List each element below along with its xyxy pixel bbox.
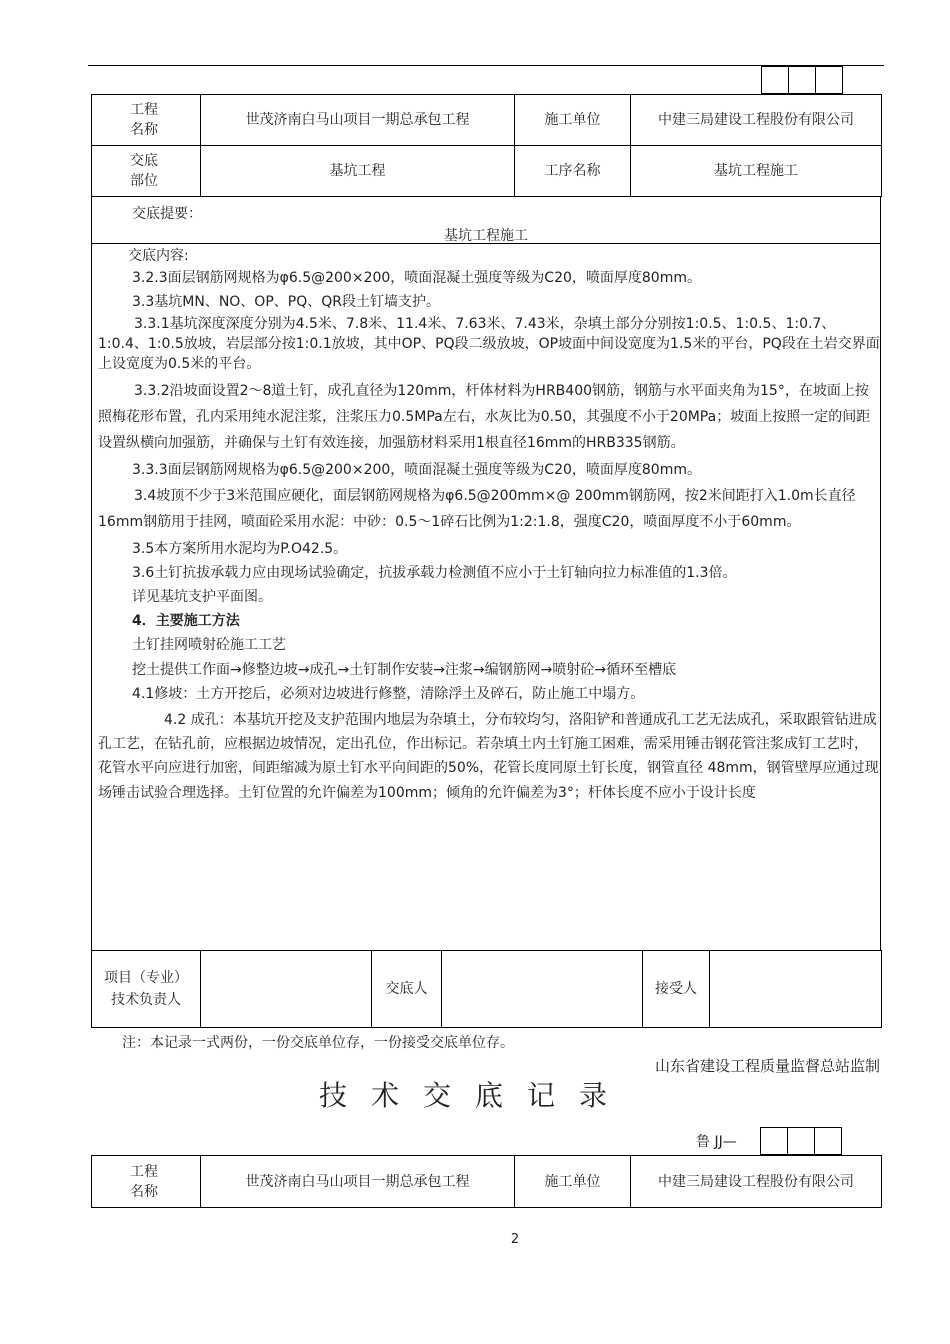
contractor-label: 施工单位: [515, 95, 631, 146]
code-boxes-bottom: [761, 1127, 842, 1155]
summary-text: 基坑工程施工: [444, 228, 528, 245]
note-text: 注：本记录一式两份，一份交底单位存，一份接受交底单位存。: [122, 1035, 514, 1051]
contractor-label: 施工单位: [515, 1156, 631, 1208]
tech-lead-signature: [201, 951, 372, 1028]
content-label: 交底内容:: [128, 248, 189, 264]
contractor-value: 中建三局建设工程股份有限公司: [631, 95, 882, 146]
discloser-signature: [442, 951, 643, 1028]
code-prefix: 鲁 JJ—: [696, 1134, 737, 1150]
supervisor-text: 山东省建设工程质量监督总站监制: [654, 1057, 880, 1075]
content-para: 4.2 成孔：本基坑开挖及支护范围内地层为杂填土，分布较均匀，洛阳铲和普通成孔工艺无法成孔，采取跟管钻进成孔工艺，在钻孔前，应根据边坡情况，定出孔位，作出标记。若杂填土内土钉施工困难，需采用锤击钢花管注浆成钉工艺时，花管水平向应进行加密，间距缩减为原土钉水平向间距的50%，花管长度同原土钉长度，钢管直径 48mm，钢管壁厚应通过现场锤击试验合理选择。土钉位置的允许偏差为100mm；倾角的允许偏差为3°；杆体长度不应小于设计长度: [98, 712, 879, 801]
receiver-label: 接受人: [643, 951, 710, 1028]
content-line: 4.1修坡：土方开挖后，必须对边坡进行修整，清除浮土及碎石，防止施工中塌方。: [132, 685, 645, 702]
code-box: [815, 66, 843, 94]
content-line: 3.5本方案所用水泥均为P.O42.5。: [132, 540, 348, 557]
summary-label: 交底提要：: [132, 206, 202, 222]
content-line: 3.6土钉抗拔承载力应由现场试验确定，抗拔承载力检测值不应小于土钉轴向拉力标准值的1.3倍。: [132, 564, 737, 581]
project-name-value: 世茂济南白马山项目一期总承包工程: [201, 1156, 515, 1208]
content-para: 3.4坡顶不少于3米范围应硬化，面层钢筋网规格为φ6.5@200mm×@ 200mm钢筋网，按2米间距打入1.0m长直径16mm钢筋用于挂网，喷面砼采用水泥：中砂：0.5～1碎石比例为1:2:1.8，强度C20，喷面厚度不小于60mm。: [98, 487, 856, 530]
content-line: 挖土提供工作面→修整边坡→成孔→土钉制作安装→注浆→编钢筋网→喷射砼→循环至槽底: [132, 661, 677, 678]
section-heading: 4．主要施工方法: [132, 613, 240, 630]
content-line: 3.2.3面层钢筋网规格为φ6.5@200×200，喷面混凝土强度等级为C20，喷面厚度80mm。: [132, 270, 701, 286]
part-label: 交底部位: [92, 146, 201, 197]
content-section: [91, 244, 881, 951]
code-box: [788, 66, 816, 94]
process-value: 基坑工程施工: [631, 146, 882, 197]
contractor-value: 中建三局建设工程股份有限公司: [631, 1156, 882, 1208]
summary-section: [91, 196, 881, 244]
discloser-label: 交底人: [372, 951, 442, 1028]
project-name-label: 工程名称: [92, 1156, 201, 1208]
project-name-label: 工程名称: [92, 95, 201, 146]
content-para: 3.3.1基坑深度深度分别为4.5米、7.8米、11.4米、7.63米、7.43米，杂填土部分分别按1:0.5、1:0.5、1:0.7、1:0.4、1:0.5放坡，岩层部分按1:0.1放坡，其中OP、PQ段二级放坡，OP坡面中间设宽度为1.5米的平台，PQ段在土岩交界面上设宽度为0.5米的平台。: [98, 316, 880, 373]
content-para: 3.3.2沿坡面设置2～8道土钉，成孔直径为120mm，杆体材料为HRB400钢筋，钢筋与水平面夹角为15°，在坡面上按照梅花形布置，孔内采用纯水泥注浆，注浆压力0.5MPa左右，水灰比为0.50，其强度不小于20MPa；坡面上按照一定的间距设置纵横向加强筋，并确保与土钉有效连接，加强筋材料采用1根直径16mm的HRB335钢筋。: [98, 383, 871, 452]
content-line: 详见基坑支护平面图。: [132, 589, 272, 606]
form-header-table: [91, 94, 882, 197]
signature-table: [91, 950, 882, 1028]
page-number: 2: [510, 1232, 520, 1247]
document-title: 技术交底记录: [318, 1079, 631, 1112]
tech-lead-label: 项目（专业）技术负责人: [92, 951, 201, 1028]
receiver-signature: [710, 951, 882, 1028]
project-name-value: 世茂济南白马山项目一期总承包工程: [201, 95, 515, 146]
form2-header-table: [91, 1155, 882, 1208]
process-label: 工序名称: [515, 146, 631, 197]
code-box: [814, 1127, 842, 1155]
code-boxes-top: [762, 66, 843, 94]
content-line: 3.3基坑MN、NO、OP、PQ、QR段土钉墙支护。: [132, 294, 440, 311]
content-line: 3.3.3面层钢筋网规格为φ6.5@200×200，喷面混凝土强度等级为C20，喷面厚度80mm。: [132, 462, 701, 479]
code-box: [760, 1127, 788, 1155]
part-value: 基坑工程: [201, 146, 515, 197]
content-line: 土钉挂网喷射砼施工工艺: [132, 637, 286, 654]
code-box: [787, 1127, 815, 1155]
code-box: [761, 66, 789, 94]
